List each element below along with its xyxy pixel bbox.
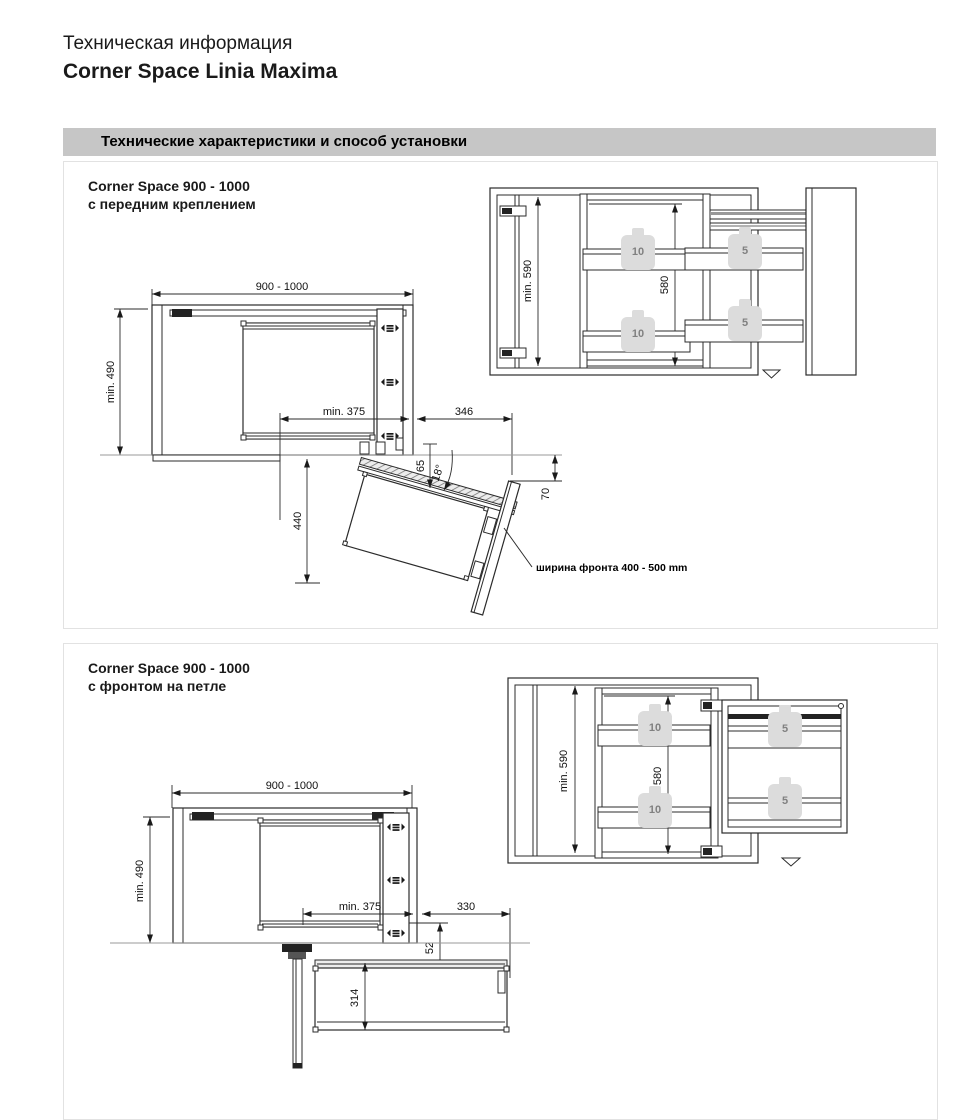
section1-title-line1: Corner Space 900 - 1000 <box>88 178 250 194</box>
section-header-text: Технические характеристики и способ установки <box>101 133 468 150</box>
dim-tray-depth: 314 <box>349 988 361 1008</box>
pullout-tray <box>315 968 507 1030</box>
runner-block-icon <box>172 309 192 317</box>
pivot-pin <box>396 438 403 450</box>
dim-pullout-depth: 346 <box>454 406 474 418</box>
dim-width-range: 900 - 1000 <box>265 780 319 792</box>
triangle-marker-icon <box>782 858 800 866</box>
top-rail <box>170 310 406 316</box>
section-header-bar <box>63 128 936 156</box>
load-label: 10 <box>631 328 645 340</box>
load-label: 10 <box>648 804 662 816</box>
dim-inner-height: 580 <box>659 275 671 295</box>
dim-inner-height: 580 <box>652 766 664 786</box>
doc-supertitle: Техническая информация <box>63 33 293 54</box>
front-width-note: ширина фронта 400 - 500 mm <box>536 562 688 574</box>
section2-title-line2: с фронтом на петле <box>88 678 227 694</box>
load-label: 10 <box>631 246 645 258</box>
hinge-bracket <box>282 944 312 952</box>
doc-title: Corner Space Linia Maxima <box>63 60 338 83</box>
dim-height-min: min. 590 <box>522 259 534 303</box>
dim-inner-min: min. 375 <box>338 901 382 913</box>
dim-pullout-depth: 330 <box>456 901 476 913</box>
triangle-marker-icon <box>763 370 780 378</box>
door-panel <box>806 188 856 375</box>
dim-angle: 18° <box>429 463 447 483</box>
dim-depth-min: min. 490 <box>134 859 146 903</box>
section2-front-drawing <box>505 670 865 875</box>
load-label: 10 <box>648 722 662 734</box>
section1-front-drawing <box>485 180 865 385</box>
load-label: 5 <box>781 795 789 807</box>
load-label: 5 <box>741 317 749 329</box>
top-rail <box>190 814 400 820</box>
load-label: 5 <box>781 723 789 735</box>
dim-door-drop: 440 <box>292 511 304 531</box>
dim-inner-min: min. 375 <box>322 406 366 418</box>
load-label: 5 <box>741 245 749 257</box>
dim-width-range: 900 - 1000 <box>255 281 309 293</box>
tray-outline <box>243 323 374 439</box>
dim-gap: 52 <box>424 941 436 955</box>
section1-title-line2: с передним креплением <box>88 196 256 212</box>
section2-title-line1: Corner Space 900 - 1000 <box>88 660 250 676</box>
section1-title <box>88 177 256 213</box>
dim-height-min: min. 590 <box>558 749 570 793</box>
runner-block-icon <box>192 812 214 820</box>
dim-front-offset: 70 <box>540 487 552 501</box>
dim-gap: 65 <box>415 459 427 473</box>
door-front <box>293 959 302 1068</box>
dim-depth-min: min. 490 <box>105 360 117 404</box>
section2-title <box>88 659 250 695</box>
